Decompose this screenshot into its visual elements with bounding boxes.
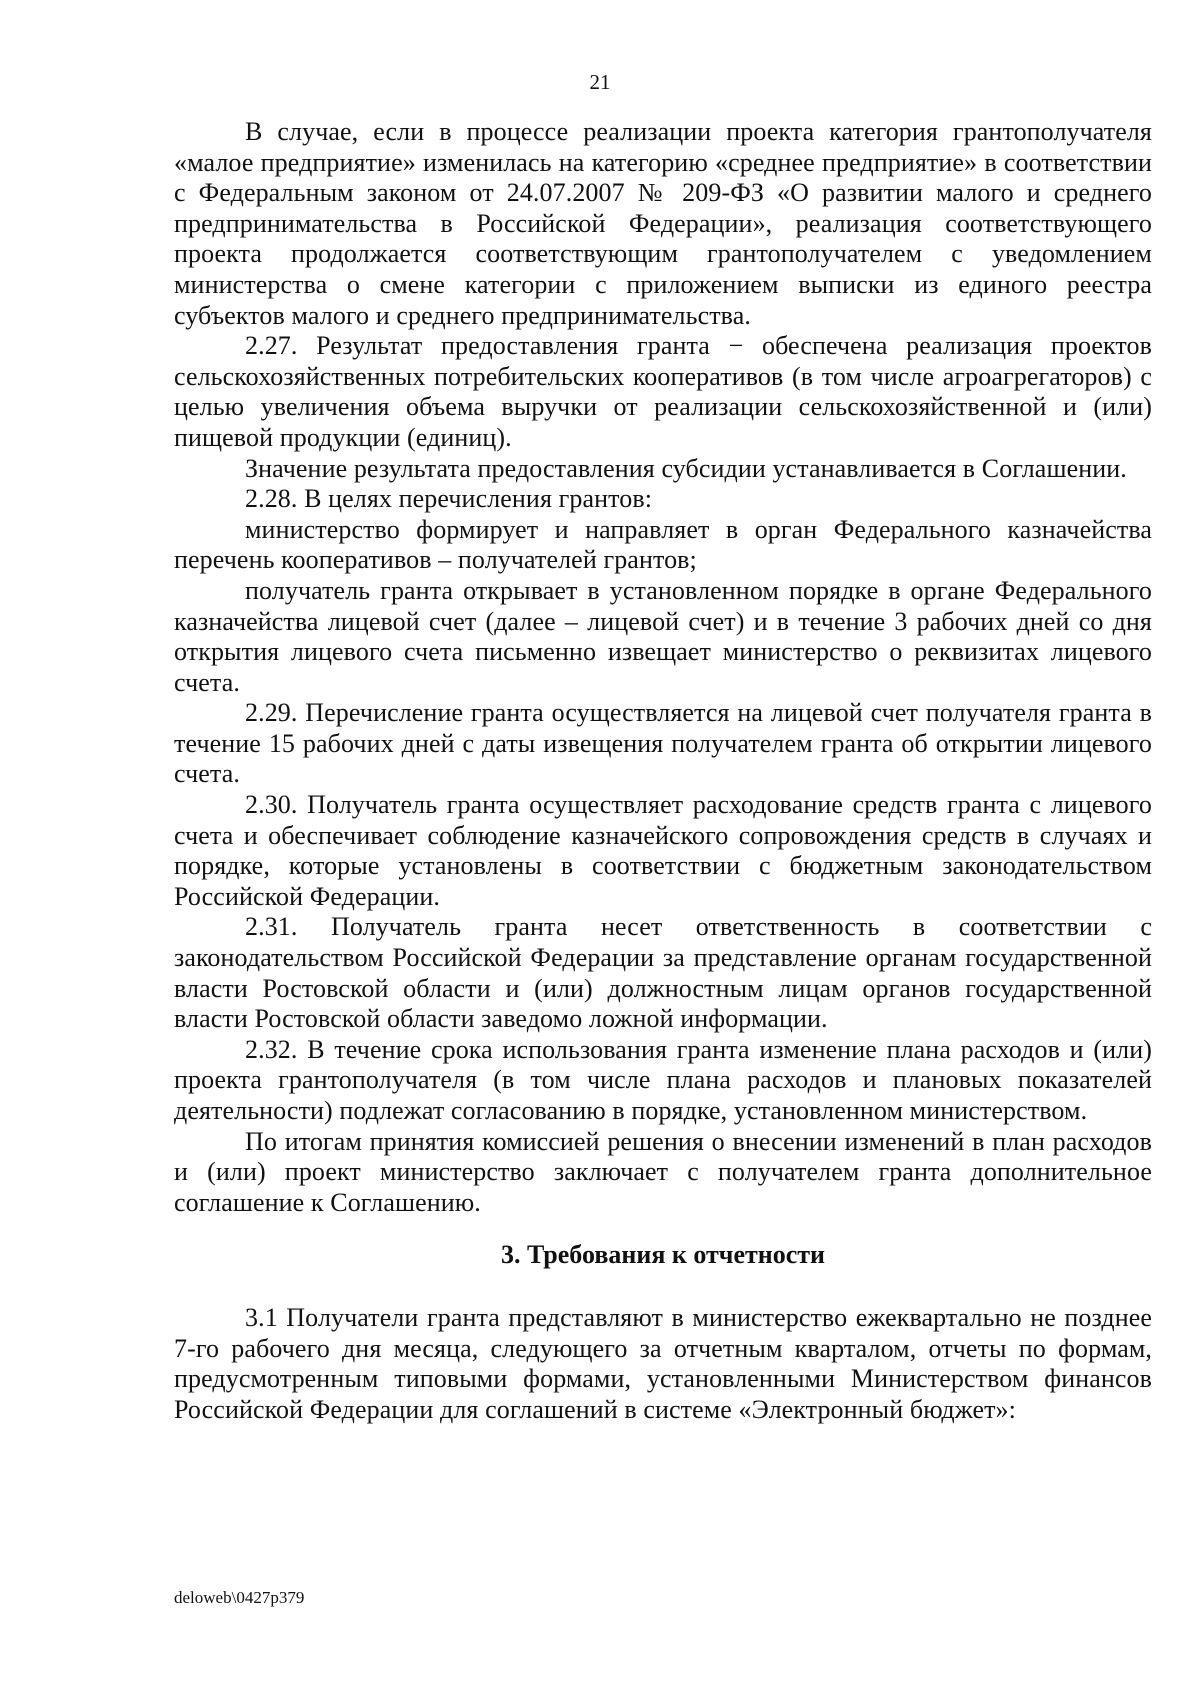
paragraph-2-28: 2.28. В целях перечисления грантов: [245, 484, 653, 514]
section-heading-reporting: 3. Требования к отчетности [500, 1240, 826, 1270]
paragraph-2-29: 2.29. Перечисление гранта осуществляется на лицевой счет получателя гранта в течение 15 рабочих дней с даты извещения получателем гранта об открытии лицевого счета. [174, 698, 1152, 789]
paragraph-account-opening: получатель гранта открывает в установленном порядке в органе Федерального казначейства лицевой счет (далее – лицевой счет) и в течение 3 рабочих дней со дня открытия лицевого счета письменно извещает министерство о реквизитах лицевого счета. [174, 575, 1152, 697]
document-footer-code: deloweb\0427p379 [174, 1588, 305, 1607]
document-body [174, 117, 1152, 1425]
page-number: 21 [589, 70, 611, 94]
paragraph-2-27: 2.27. Результат предоставления гранта − обеспечена реализация проектов сельскохозяйственных потребительских кооперативов (в том числе агроагрегаторов) с целью увеличения объема выручки от реализации сельскохозяйственной и (или) пищевой продукции (единиц). [174, 331, 1152, 452]
paragraph-result-value: Значение результата предоставления субсидии устанавливается в Соглашении. [245, 453, 1127, 483]
paragraph-2-30: 2.30. Получатель гранта осуществляет расходование средств гранта с лицевого счета и обеспечивает соблюдение казначейского сопровождения средств в случаях и порядке, которые установлены в соответствии с бюджетным законодательством Российской Федерации. [174, 790, 1152, 911]
paragraph-2-32: 2.32. В течение срока использования гранта изменение плана расходов и (или) проекта грантополучателя (в том числе плана расходов и плановых показателей деятельности) подлежат согласованию в порядке, установленном министерством. [174, 1034, 1152, 1125]
paragraph-3-1: 3.1 Получатели гранта представляют в министерство ежеквартально не позднее 7-го рабочего дня месяца, следующего за отчетным кварталом, отчеты по формам, предусмотренным типовыми формами, установленными Министерством финансов Российской Федерации для соглашений в системе «Электронный бюджет»: [174, 1302, 1152, 1424]
paragraph-2-31: 2.31. Получатель гранта несет ответственность в соответствии с законодательством Российской Федерации за представление органам государственной власти Ростовской области и (или) должностным лицам органов государственной власти Ростовской области заведомо ложной информации. [174, 912, 1152, 1034]
paragraph-additional-agreement: По итогам принятия комиссией решения о внесении изменений в план расходов и (или) проект министерство заключает с получателем гранта дополнительное соглашение к Соглашению. [174, 1126, 1152, 1217]
paragraph-category-change: В случае, если в процессе реализации проекта категория грантополучателя «малое предприятие» изменилась на категорию «среднее предприятие» в соответствии с Федеральным законом от 24.07.2007 № 209-ФЗ «О развитии малого и среднего предпринимательства в Российской Федерации», реализация соответствующего проекта продолжается соответствующим грантополучателем с уведомлением министерства о смене категории с приложением выписки из единого реестра субъектов малого и среднего предпринимательства. [174, 117, 1152, 330]
paragraph-ministry-list: министерство формирует и направляет в орган Федерального казначейства перечень кооперативов – получателей грантов; [174, 514, 1152, 575]
